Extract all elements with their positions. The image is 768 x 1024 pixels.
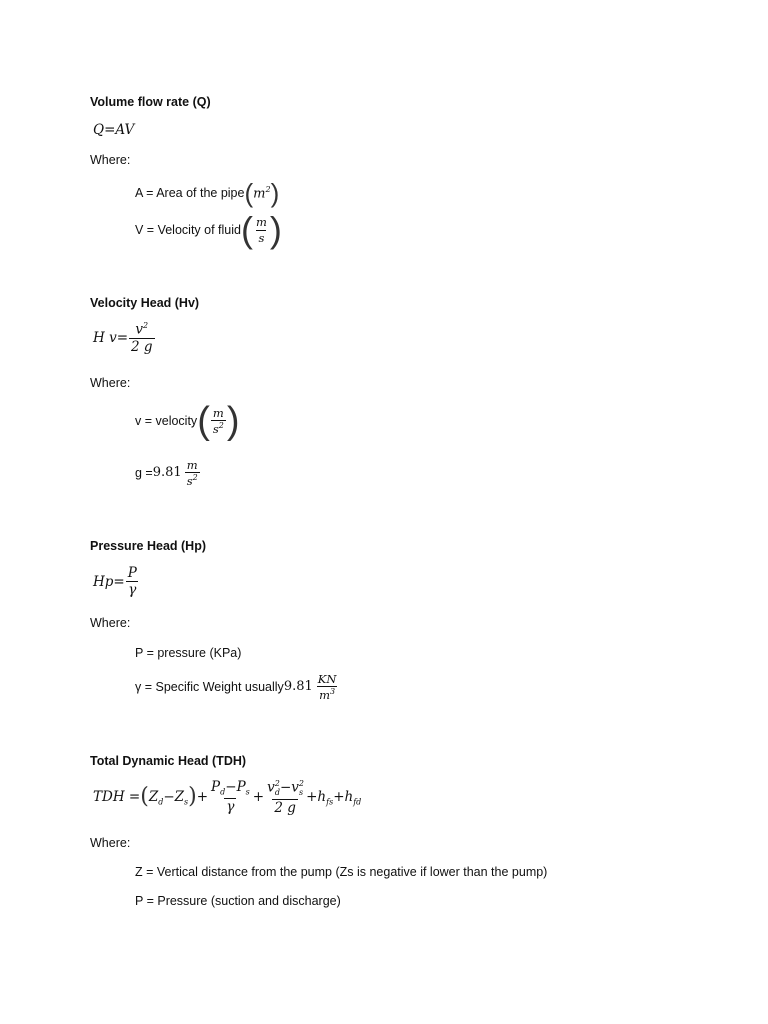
hp-pressure-item: P = pressure (KPa) — [135, 646, 242, 660]
paren-close: ) — [269, 209, 282, 250]
hv-gravity-text: g = — [135, 465, 153, 480]
hp-weight-unit: $\frac{KN}{m^3}$ — [317, 672, 337, 702]
hv-where-label: Where: — [90, 376, 131, 390]
q-velocity-item — [135, 209, 282, 250]
paren-open: ( — [244, 178, 254, 208]
tdh-p-item: P = Pressure (suction and discharge) — [135, 894, 341, 908]
hv-gravity-value: 9.81 — [152, 465, 182, 481]
tdh-where-label: Where: — [90, 836, 131, 850]
hv-gravity-unit: $\frac{m}{s^2}$ — [186, 458, 198, 488]
hv-velocity-item — [135, 402, 240, 440]
hp-weight-value: 9.81 — [283, 679, 313, 695]
paren-open: ( — [197, 400, 210, 442]
q-velocity-unit: $\frac{m}{s}$ — [255, 215, 267, 245]
hv-gravity-item — [135, 459, 201, 487]
tdh-z-item: Z = Vertical distance from the pump (Zs is negative if lower than the pump) — [135, 865, 548, 879]
q-area-unit: $m^2$ — [253, 184, 271, 202]
hv-heading: Velocity Head (Hv) — [90, 296, 200, 310]
q-heading: Volume flow rate (Q) — [90, 95, 211, 109]
paren-close: ) — [270, 178, 280, 208]
hp-where-label: Where: — [90, 616, 131, 630]
q-where-label: Where: — [90, 153, 131, 167]
q-velocity-text: V = Velocity of fluid — [135, 223, 241, 237]
hp-weight-text: γ = Specific Weight usually — [135, 679, 284, 694]
tdh-formula: TDH = ( $Z_d$ − $Z_s$ ) + $\frac{P_d-P_s}{\gamma}$ + $\frac{v^2_d-v^2_s}{2 g}$ + $h_{fs}$ + $h_{fd}$ — [93, 779, 362, 816]
tdh-heading: Total Dynamic Head (TDH) — [90, 754, 247, 768]
hp-heading: Pressure Head (Hp) — [90, 539, 207, 553]
hp-formula: Hp= $\frac{P}{\gamma}$ — [93, 565, 137, 599]
q-area-item — [135, 180, 279, 206]
hv-velocity-unit: $\frac{m}{s^2}$ — [212, 406, 224, 436]
paren-close: ) — [226, 400, 240, 442]
hv-velocity-text: v = velocity — [135, 414, 198, 428]
q-formula: Q=AV — [93, 122, 135, 138]
q-area-text: A = Area of the pipe — [135, 186, 245, 200]
hv-formula: H v= $\frac{v^2}{2 g}$ — [93, 321, 153, 355]
paren-open: ( — [240, 209, 253, 250]
hp-weight-item — [135, 673, 339, 701]
